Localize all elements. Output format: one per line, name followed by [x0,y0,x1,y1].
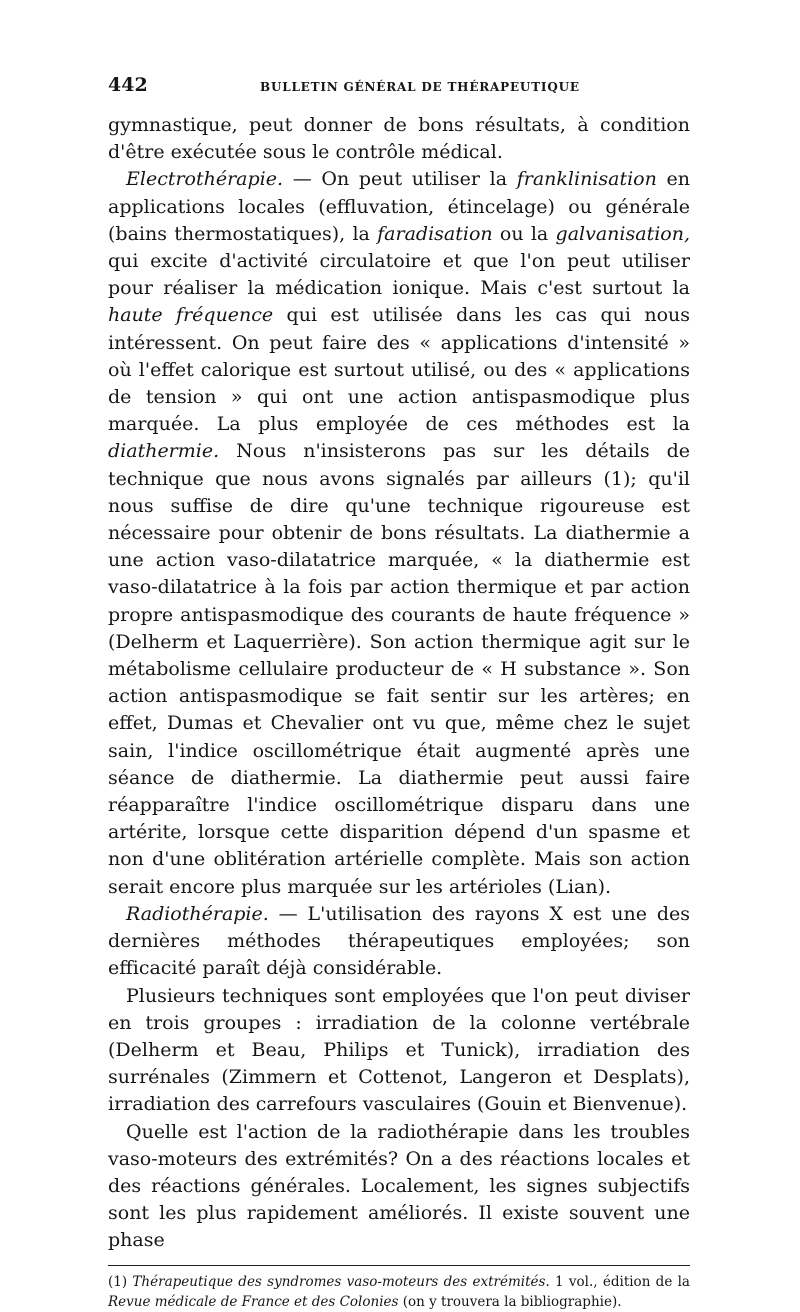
paragraph-text: gymnastique, peut donner de bons résultats, à condition d'être exécutée sous le contrôle médical. [108,114,690,164]
page [108,72,690,1312]
footnote [108,1272,690,1312]
text-run: — On peut utiliser la [283,168,517,191]
paragraph-action [108,1119,690,1255]
footnote-text: 1 vol., édition de la [549,1273,690,1290]
paragraph-radiotherapie [108,901,690,983]
page-header [108,72,690,106]
paragraph-gymnastique [108,112,690,166]
term-diathermie: diathermie. [108,440,220,463]
text-run: qui excite d'activité circulatoire et que l'on peut utiliser pour réaliser la médication ionique. Mais c'est surtout la [108,250,690,300]
text-run: en applications locales (effluvation, étincelage) ou générale (bains thermostatiques), la [108,168,690,245]
text-run: qui est utilisée dans les cas qui nous intéressent. On peut faire des « applications d'intensité » où l'effet calorique est surtout utilisé, ou des « applications de tension » qui ont une action antispasmodique plus marquée. La plus employée de ces méthodes est la [108,304,690,436]
text-run: Nous n'insisterons pas sur les détails de technique que nous avons signalés par ailleurs (1); qu'il nous suffise de dire qu'une technique rigoureuse est nécessaire pour obtenir de bons résultats. La diathermie a une action vaso-dilatatrice marquée, « la diathermie est vaso-dilatatrice à la fois par action thermique et par action propre antispasmodique des courants de haute fréquence » (Delherm et Laquerrière). Son action thermique agit sur le métabolisme cellulaire producteur de « H substance ». Son action antispasmodique se fait sentir sur les artères; en effet, Dumas et Chevalier ont vu que, même chez le sujet sain, l'indice oscillométrique était augmenté après une séance de diathermie. La diathermie peut aussi faire réapparaître l'indice oscillométrique disparu dans une artérite, lorsque cette disparition dépend d'un spasme et non d'une oblitération artérielle complète. Mais son action serait encore plus marquée sur les artérioles (Lian). [108,440,690,898]
footnote-text: (on y trouvera la bibliographie). [398,1293,622,1310]
footnote-title: Thérapeutique des syndromes vaso-moteurs des extrémités. [132,1273,550,1290]
body-text [108,112,690,1255]
paragraph-electrotherapie [108,166,690,900]
term-haute-frequence: haute fréquence [108,304,274,327]
paragraph-text: Quelle est l'action de la radiothérapie dans les troubles vaso-moteurs des extrémités? On a des réactions locales et des réactions générales. Localement, les signes subjectifs sont les plus rapidement améliorés. Il existe souvent une phase [108,1120,690,1252]
footnote-divider [108,1265,690,1266]
footnote-marker: (1) [108,1273,133,1290]
paragraph-text: Plusieurs techniques sont employées que l'on peut diviser en trois groupes : irradiation de la colonne vertébrale (Delherm et Beau, Philips et Tunick), irradiation des surrénales (Zimmern et Cottenot, Langeron et Desplats), irradiation des carrefours vasculaires (Gouin et Bienvenue). [108,984,690,1116]
paragraph-techniques [108,983,690,1119]
section-heading-electrotherapie: Electrothérapie. [126,168,284,191]
term-franklinisation: franklinisation [516,168,657,191]
term-faradisation: faradisation [377,222,493,245]
section-heading-radiotherapie: Radiothérapie. [126,902,269,925]
text-run: — L'utilisation des rayons X est une des dernières méthodes thérapeutiques employées; son efficacité paraît déjà considérable. [108,902,690,980]
term-galvanisation: galvanisation, [555,222,690,245]
running-title: BULLETIN GÉNÉRAL DE THÉRAPEUTIQUE [260,80,580,94]
footnote-journal: Revue médicale de France et des Colonies [108,1293,399,1310]
page-number: 442 [108,74,148,96]
text-run: ou la [492,222,556,245]
